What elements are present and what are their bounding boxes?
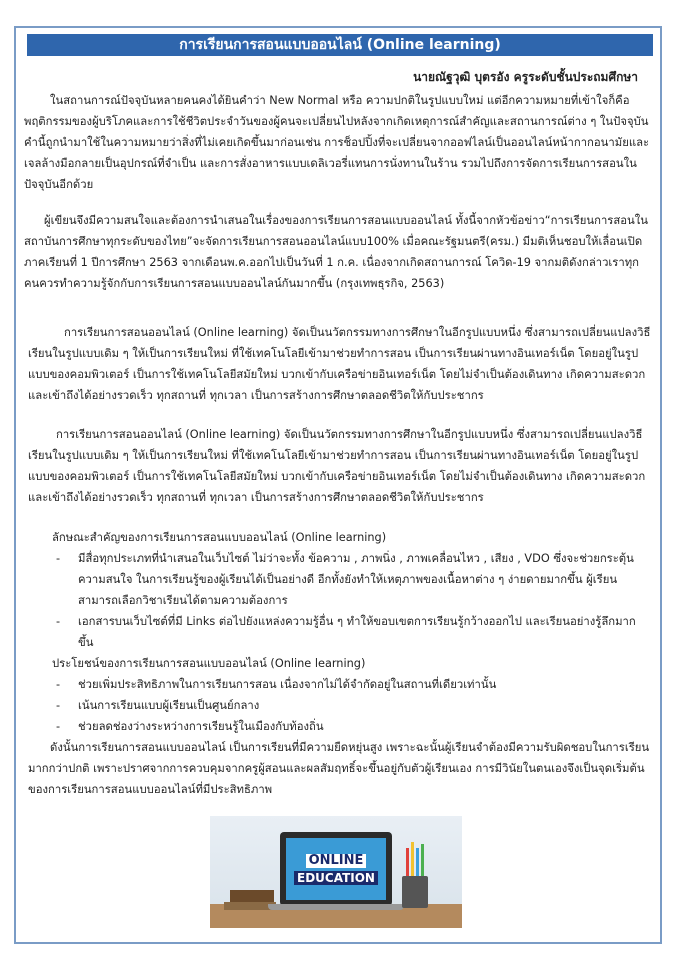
- list-item-text: ช่วยลดช่องว่างระหว่างการเรียนรู้ในเมืองกับท้องถิ่น: [78, 720, 324, 733]
- laptop-icon: [280, 832, 392, 906]
- paragraph-definition: การเรียนการสอนออนไลน์ (Online learning) จัดเป็นนวัตกรรมทางการศึกษาในอีกรูปแบบหนึ่ง ซึ่งสามารถเปลี่ยนแปลงวิธีเรียนในรูปแบบเดิม ๆ ให้เป็นการเรียนใหม่ ที่ใช้เทคโนโลยีเข้ามาช่วยทำการสอน เป็นการเรียนผ่านทางอินเทอร์เน็ต โดยอยู่ในรูปแบบของคอมพิวเตอร์ เป็นการใช้เทคโนโลยีสมัยใหม่ บวกเข้ากับเครือข่ายอินเทอร์เน็ต โดยไม่จำเป็นต้องเดินทาง เกิดความสะดวกและเข้าถึงได้อย่างรวดเร็ว ทุกสถานที่ ทุกเวลา เป็นการสร้างการศึกษาตลอดชีวิตให้กับประชากร: [28, 326, 651, 402]
- dash-marker: -: [56, 720, 61, 733]
- pencil-icon: [406, 848, 409, 878]
- pencil-icon: [411, 842, 414, 878]
- illustration-word-online: ONLINE: [306, 854, 367, 868]
- benefits-heading: ประโยชน์ของการเรียนการสอนแบบออนไลน์ (Online learning): [52, 657, 366, 670]
- paragraph-definition-repeat: การเรียนการสอนออนไลน์ (Online learning) จัดเป็นนวัตกรรมทางการศึกษาในอีกรูปแบบหนึ่ง ซึ่งสามารถเปลี่ยนแปลงวิธีเรียนในรูปแบบเดิม ๆ ให้เป็นการเรียนใหม่ ที่ใช้เทคโนโลยีเข้ามาช่วยทำการสอน เป็นการเรียนผ่านทางอินเทอร์เน็ต โดยอยู่ในรูปแบบของคอมพิวเตอร์ เป็นการใช้เทคโนโลยีสมัยใหม่ บวกเข้ากับเครือข่ายอินเทอร์เน็ต โดยไม่จำเป็นต้องเดินทาง เกิดความสะดวกและเข้าถึงได้อย่างรวดเร็ว ทุกสถานที่ ทุกเวลา เป็นการสร้างการศึกษาตลอดชีวิตให้กับประชากร: [28, 428, 646, 504]
- illustration-word-education: EDUCATION: [294, 871, 378, 885]
- pencil-icon: [416, 848, 419, 878]
- list-item-text: เน้นการเรียนแบบผู้เรียนเป็นศูนย์กลาง: [78, 699, 260, 712]
- online-education-illustration: [210, 816, 462, 928]
- laptop-base: [268, 904, 404, 910]
- list-item: [56, 548, 650, 611]
- list-item-text: มีสื่อทุกประเภทที่นำเสนอในเว็บไซต์ ไม่ว่าจะทั้ง ข้อความ , ภาพนิ่ง , ภาพเคลื่อนไหว , เสียง , VDO ซึ่งจะช่วยกระตุ้นความสนใจ ในการเรียนรู้ของผู้เรียนได้เป็นอย่างดี อีกทั้งยังทำให้เหตุภาพของเนื้อหาต่าง ๆ ง่ายดายมากขึ้น ผู้เรียนสามารถเลือกวิชาเรียนได้ตามความต้องการ: [78, 552, 634, 607]
- list-item: [56, 695, 650, 716]
- paragraph-conclusion: ดังนั้นการเรียนการสอนแบบออนไลน์ เป็นการเรียนที่มีความยืดหยุ่นสูง เพราะฉะนั้นผู้เรียนจำต้องมีความรับผิดชอบในการเรียนมากกว่าปกติ เพราะปราศจากการควบคุมจากครูผู้สอนและผลสัมฤทธิ์จะขึ้นอยู่กับตัวผู้เรียนเอง การมีวินัยในตนเองจึงเป็นจุดเริ่มต้นของการเรียนการสอนแบบออนไลน์ที่มีประสิทธิภาพ: [28, 741, 650, 796]
- benefits-list: [56, 674, 650, 737]
- pencil-cup-icon: [402, 876, 428, 908]
- list-item: [56, 674, 650, 695]
- list-item-text: เอกสารบนเว็บไซต์ที่มี Links ต่อไปยังแหล่งความรู้อื่น ๆ ทำให้ขอบเขตการเรียนรู้กว้างออกไป และเรียนอย่างรู้ลึกมากขึ้น: [78, 615, 636, 649]
- laptop-screen: [286, 838, 386, 900]
- paragraph-news: ผู้เขียนจึงมีความสนใจและต้องการนำเสนอในเรื่องของการเรียนการสอนแบบออนไลน์ ทั้งนี้จากหัวข้อข่าว“การเรียนการสอนในสถาบันการศึกษาทุกระดับของไทย”จะจัดการเรียนการสอนออนไลน์แบบ100% เมื่อคณะรัฐมนตรี(ครม.) มีมติเห็นชอบให้เลื่อนเปิดภาคเรียนที่ 1 ปีการศึกษา 2563 จากเดือนพ.ค.ออกไปเป็นวันที่ 1 ก.ค. เนื่องจากเกิดสถานการณ์ โควิด-19 จากมติดังกล่าวเราทุกคนควรทำความรู้จักกับการเรียนการสอนแบบออนไลน์กันมากขึ้น (กรุงเทพธุรกิจ, 2563): [24, 214, 649, 290]
- list-item: [56, 611, 650, 653]
- features-list: [56, 548, 650, 653]
- page-title: การเรียนการสอนแบบออนไลน์ (Online learning): [27, 34, 653, 56]
- paragraph-new-normal: ในสถานการณ์ปัจจุบันหลายคนคงได้ยินคำว่า New Normal หรือ ความปกติในรูปแบบใหม่ แต่อีกความหมายที่เข้าใจก็คือ พฤติกรรมของผู้บริโภคและการใช้ชีวิตประจำวันของผู้คนจะเปลี่ยนไปหลังจากเกิดเหตุการณ์สำคัญและสถานการณ์ต่าง ๆ ในปัจจุบันคำนี้ถูกนำมาใช้ในความหมายว่าสิ่งที่ไม่เคยเกิดขึ้นมาก่อนเช่น การช็อปปิ้งที่จะเปลี่ยนจากออฟไลน์เป็นออนไลน์หน้ากากอนามัยและเจลล้างมือกลายเป็นอุปกรณ์ที่จำเป็น และการสั่งอาหารแบบเดลิเวอรี่แทนการนั่งทานในร้าน รวมไปถึงการจัดการเรียนการสอนในปัจจุบันอีกด้วย: [24, 94, 650, 191]
- dash-marker: -: [56, 678, 61, 691]
- dash-marker: -: [56, 615, 61, 628]
- author-line: นายณัฐวุฒิ บุตรอัง ครูระดับชั้นประถมศึกษา: [413, 70, 638, 84]
- pencil-icon: [421, 844, 424, 878]
- list-item: [56, 716, 650, 737]
- features-heading: ลักษณะสำคัญของการเรียนการสอนแบบออนไลน์ (Online learning): [52, 531, 387, 544]
- dash-marker: -: [56, 552, 61, 565]
- list-item-text: ช่วยเพิ่มประสิทธิภาพในการเรียนการสอน เนื่องจากไม่ได้จำกัดอยู่ในสถานที่เดียวเท่านั้น: [78, 678, 497, 691]
- dash-marker: -: [56, 699, 61, 712]
